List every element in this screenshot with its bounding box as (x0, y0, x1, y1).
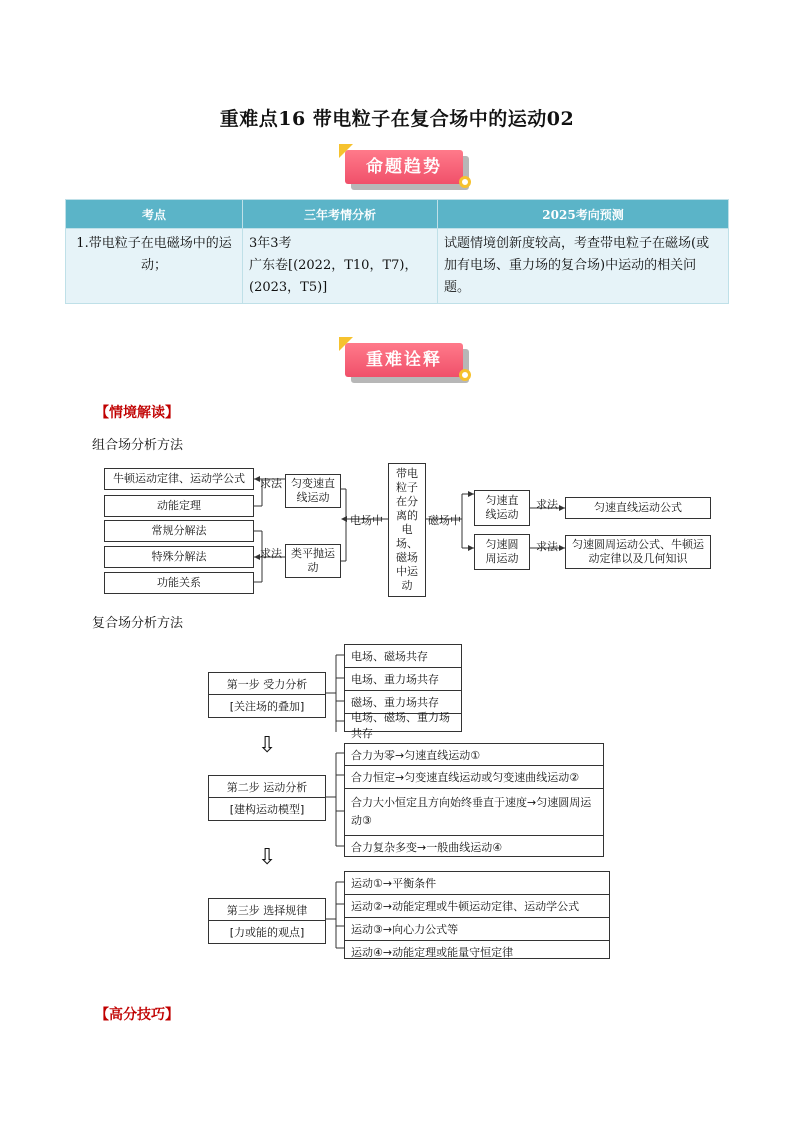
step-note: [关注场的叠加] (229, 700, 305, 713)
page-title: 重难点16 带电粒子在复合场中的运动02 (219, 108, 575, 130)
subtitle: 复合场分析方法 (92, 616, 184, 631)
list-item: 合力恒定→匀变速直线运动或匀变速曲线运动② (345, 766, 603, 789)
step-box (208, 672, 326, 718)
table-header: 考点 (66, 200, 243, 229)
qiufa-label: 求法 (260, 477, 282, 490)
section-heading: 【高分技巧】 (95, 1007, 179, 1023)
trend-badge-label: 命题趋势 (345, 150, 463, 184)
method-box: 功能关系 (104, 572, 254, 594)
list-item: 运动①→平衡条件 (345, 872, 609, 895)
formula-box: 匀速直线运动公式 (565, 497, 711, 519)
list-item: 合力复杂多变→一般曲线运动④ (351, 841, 503, 854)
step-title: 第三步 选择规律 (209, 899, 325, 921)
method-box: 动能定理 (104, 495, 254, 517)
qiufa-label: 求法 (260, 547, 282, 560)
section-heading: 【情境解读】 (95, 405, 179, 421)
law-list (344, 871, 610, 959)
step-box (208, 898, 326, 944)
list-item: 电场、磁场共存 (345, 645, 461, 668)
electric-field-label: 电场中 (350, 514, 383, 527)
list-item: 合力大小恒定且方向始终垂直于速度→匀速圆周运动③ (345, 789, 603, 836)
list-item: 合力为零→匀速直线运动① (345, 744, 603, 766)
list-item: 运动②→动能定理或牛顿运动定律、运动学公式 (345, 895, 609, 918)
table-cell-forecast: 试题情境创新度较高，考查带电粒子在磁场(或加有电场、重力场的复合场)中运动的相关问题。 (438, 229, 729, 304)
step-note: [建构运动模型] (229, 803, 305, 816)
key-badge-label: 重难诠释 (345, 343, 463, 377)
motion-box: 类平抛运动 (285, 544, 341, 578)
motion-box: 匀变速直线运动 (285, 474, 341, 508)
center-box: 带电粒子在分离的电场、磁场中运动 (388, 463, 426, 597)
step-title: 第二步 运动分析 (209, 776, 325, 798)
qiufa-label: 求法 (536, 498, 558, 511)
down-arrow-icon: ⇩ (258, 733, 277, 758)
qiufa-label: 求法 (536, 540, 558, 553)
list-item: 磁场、重力场共存 (345, 691, 461, 714)
method-box: 特殊分解法 (104, 546, 254, 568)
table-header: 三年考情分析 (243, 200, 438, 229)
motion-list (344, 743, 604, 857)
down-arrow-icon: ⇩ (258, 845, 277, 870)
formula-box: 匀速圆周运动公式、牛顿运动定律以及几何知识 (565, 535, 711, 569)
list-item: 电场、重力场共存 (345, 668, 461, 691)
step-title: 第一步 受力分析 (209, 673, 325, 695)
motion-box: 匀速圆周运动 (474, 534, 530, 570)
step-box (208, 775, 326, 821)
method-box: 常规分解法 (104, 520, 254, 542)
method-box: 牛顿运动定律、运动学公式 (104, 468, 254, 490)
step-note: [力或能的观点] (229, 926, 305, 939)
table-cell-analysis: 3年3考 广东卷[(2022，T10，T7)，(2023，T5)] (243, 229, 438, 304)
table-header: 2025考向预测 (438, 200, 729, 229)
list-item: 电场、磁场、重力场共存 (351, 710, 450, 740)
list-item: 运动③→向心力公式等 (345, 918, 609, 941)
table-cell-point: 1.带电粒子在电磁场中的运动； (66, 229, 243, 304)
list-item: 运动④→动能定理或能量守恒定律 (351, 945, 514, 959)
subtitle: 组合场分析方法 (92, 438, 184, 453)
field-list (344, 644, 462, 740)
motion-box: 匀速直线运动 (474, 490, 530, 526)
magnetic-field-label: 磁场中 (428, 514, 461, 527)
